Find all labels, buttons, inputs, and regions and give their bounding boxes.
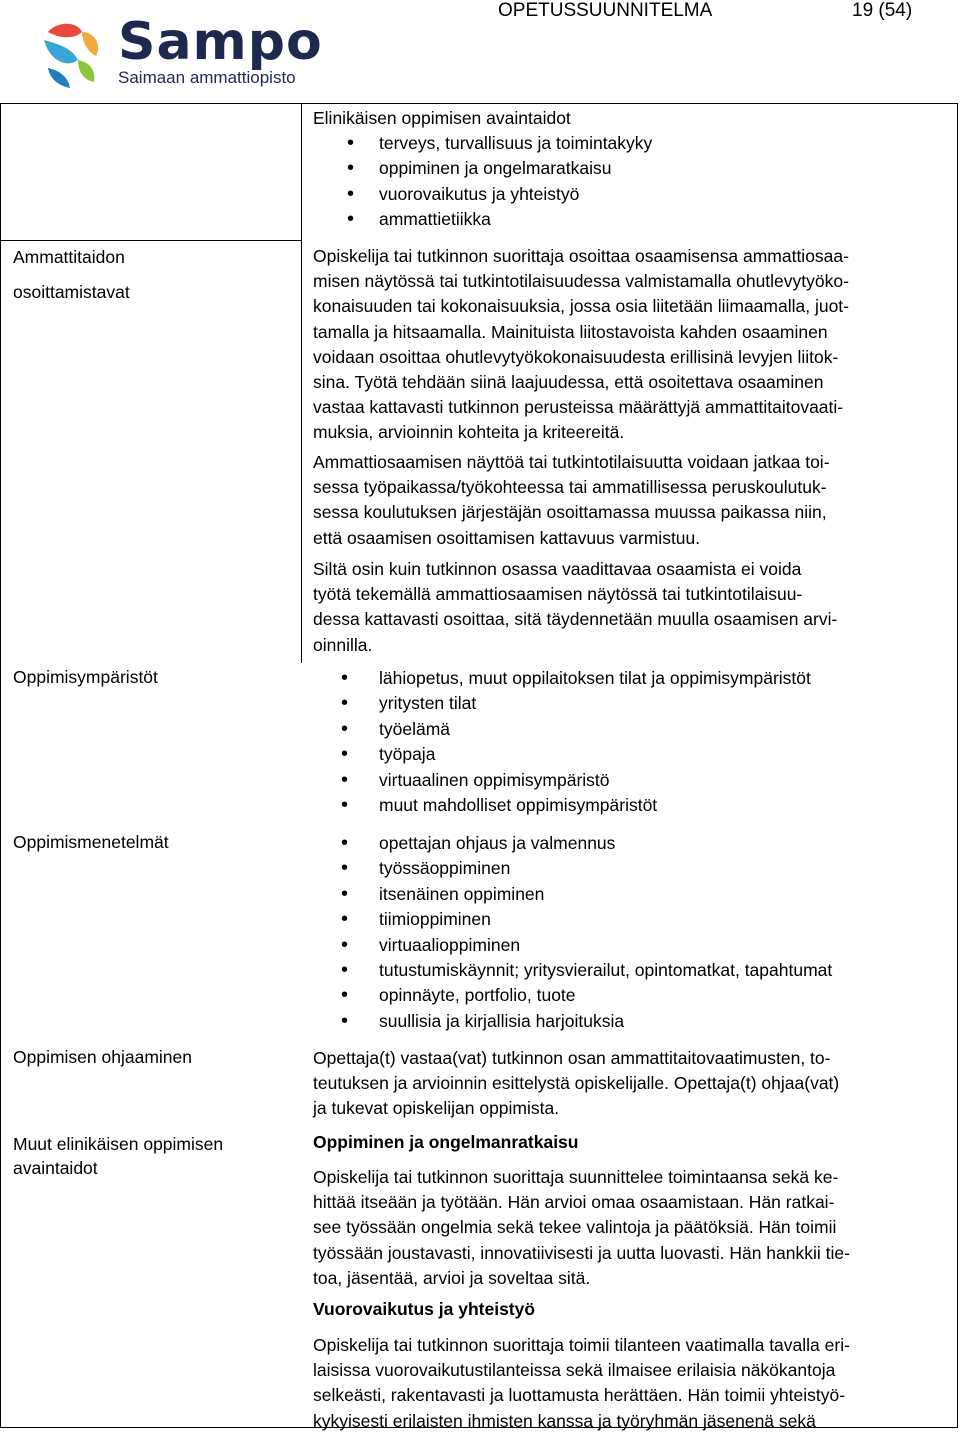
text-line: teutuksen ja arvioinnin esittelystä opiskelijalle. Opettaja(t) ohjaa(vat) [313, 1073, 840, 1094]
list-item: • tiimioppiminen [313, 907, 832, 932]
list-item: • virtuaalinen oppimisympäristö [313, 768, 811, 793]
text-line: oinnilla. [313, 634, 373, 655]
list-item: • vuorovaikutus ja yhteistyö [313, 182, 652, 207]
text-line: sina. Työtä tehdään siinä laajuudessa, että osoitettava osaaminen [313, 372, 824, 393]
learning-heading: Oppiminen ja ongelmanratkaisu [313, 1132, 579, 1152]
text-line: että osaamisen osoittamisen kattavuus varmistuu. [313, 527, 701, 548]
list-item: • muut mahdolliset oppimisympäristöt [313, 793, 811, 818]
text-line: toa, jäsentää, arvioi ja soveltaa sitä. [313, 1267, 591, 1288]
list-item: • terveys, turvallisuus ja toimintakyky [313, 131, 652, 156]
learning-text [313, 1165, 946, 1291]
list-item: • työpaja [313, 742, 811, 767]
interaction-text [313, 1333, 946, 1434]
list-item: • opinnäyte, portfolio, tuote [313, 983, 832, 1008]
text-line: Opettaja(t) vastaa(vat) tutkinnon osan ammattitaitovaatimusten, to- [313, 1048, 831, 1068]
text-line: selkeästi, rakentavasti ja luottamusta herättäen. Hän toimii yhteistyö- [313, 1385, 846, 1406]
list-item: • virtuaalioppiminen [313, 933, 832, 958]
text-line: vastaa kattavasti tutkinnon perusteissa määrättyjä ammattitaitovaati- [313, 397, 844, 418]
text-line: see työssään ongelmia sekä tekee valintoja ja päätöksiä. Hän toimii [313, 1217, 837, 1238]
key-skills-list [313, 131, 652, 233]
document-title: OPETUSSUUNNITELMA [498, 0, 713, 21]
list-item: • ammattietiikka [313, 207, 652, 232]
logo-wordmark: Sampo [118, 12, 323, 72]
demonstration-para-3 [313, 557, 933, 658]
text-line: sessa työpaikassa/työkohteessa tai ammatillisessa peruskoulutuk- [313, 477, 827, 498]
key-skills-heading: Elinikäisen oppimisen avaintaidot [313, 108, 571, 128]
text-line: työtä tekemällä ammattiosaamisen näytössä tai tutkintotilaisuu- [313, 584, 803, 605]
text-line: dessa kattavasti osoittaa, sitä täydennetään muulla osaamisen arvi- [313, 609, 838, 630]
list-item: • suullisia ja kirjallisia harjoituksia [313, 1009, 832, 1034]
text-line: ja tukevat opiskelijan oppimista. [313, 1098, 560, 1119]
text-line: hittää itseään ja työtään. Hän arvioi omaa osaamistaan. Hän ratkai- [313, 1192, 835, 1213]
text-line: muksia, arvioinnin kohteita ja kriteereitä. [313, 422, 625, 443]
demonstration-para-1 [313, 244, 946, 446]
text-line: misen näytössä tai tutkintotilaisuudessa valmistamalla ohutlevytyökо- [313, 271, 849, 292]
list-item: • oppiminen ja ongelmaratkaisu [313, 156, 652, 181]
list-item: • tutustumiskäynnit; yritysvierailut, opintomatkat, tapahtumat [313, 958, 832, 983]
methods-label: Oppimismenetelmät [13, 832, 169, 852]
guidance-label: Oppimisen ohjaaminen [13, 1047, 192, 1067]
text-line: sessa koulutuksen järjestäjän osoittamassa muussa paikassa niin, [313, 502, 827, 523]
list-item: • työelämä [313, 717, 811, 742]
label-line: osoittamistavat [13, 282, 130, 302]
text-line: Ammattiosaamisen näyttöä tai tutkintotilaisuutta voidaan jatkaa toi- [313, 452, 830, 472]
text-line: Siltä osin kuin tutkinnon osassa vaadittavaa osaamista ei voida [313, 559, 802, 579]
interaction-heading: Vuorovaikutus ja yhteistyö [313, 1299, 536, 1319]
text-line: työssään joustavasti, innovatiivisesti ja uutta luovasti. Hän hankkii tie- [313, 1242, 850, 1263]
methods-list [313, 831, 832, 1034]
label-line: Muut elinikäisen oppimisen [13, 1134, 224, 1154]
logo-mark-icon [38, 18, 114, 90]
guidance-text [313, 1046, 946, 1122]
list-item: • opettajan ohjaus ja valmennus [313, 831, 832, 856]
demonstration-para-2 [313, 450, 946, 551]
text-line: voidaan osoittaa ohutlevytyökokonaisuudesta erillisinä levyjen liitok- [313, 346, 839, 367]
text-line: kykyisesti erilaisten ihmisten kanssa ja työryhmän jäsenenä sekä [313, 1410, 816, 1431]
column-divider [301, 103, 302, 663]
label-line: Ammattitaidon [13, 247, 125, 267]
list-item: • itsenäinen oppiminen [313, 882, 832, 907]
text-line: Opiskelija tai tutkinnon suorittaja suunnittelee toimintaansa sekä ke- [313, 1167, 839, 1187]
demonstration-label [13, 240, 293, 310]
other-key-skills-label [13, 1132, 293, 1180]
list-item: • työssäoppiminen [313, 856, 832, 881]
page-number: 19 (54) [852, 0, 913, 21]
list-item: • lähiopetus, muut oppilaitoksen tilat ja oppimisympäristöt [313, 666, 811, 691]
text-line: Opiskelija tai tutkinnon suorittaja toimii tilanteen vaatimalla tavalla eri- [313, 1335, 850, 1355]
label-line: avaintaidot [13, 1158, 98, 1178]
text-line: laisissa vuorovaikutustilanteissa sekä ilmaisee erilaisia näkökantoja [313, 1360, 836, 1381]
page-header [0, 0, 960, 100]
text-line: konaisuuden tai kokonaisuuksia, jossa osia liitetään liimaamalla, juot- [313, 296, 849, 317]
text-line: tamalla ja hitsaamalla. Mainituista liitostavoista kahden osaaminen [313, 321, 828, 342]
text-line: Opiskelija tai tutkinnon suorittaja osoittaa osaamisensa ammattiosaa- [313, 246, 849, 266]
environments-label: Oppimisympäristöt [13, 667, 158, 687]
logo-subtitle: Saimaan ammattiopisto [118, 68, 296, 87]
list-item: • yritysten tilat [313, 691, 811, 716]
environments-list [313, 666, 811, 818]
sampo-logo [38, 12, 323, 90]
